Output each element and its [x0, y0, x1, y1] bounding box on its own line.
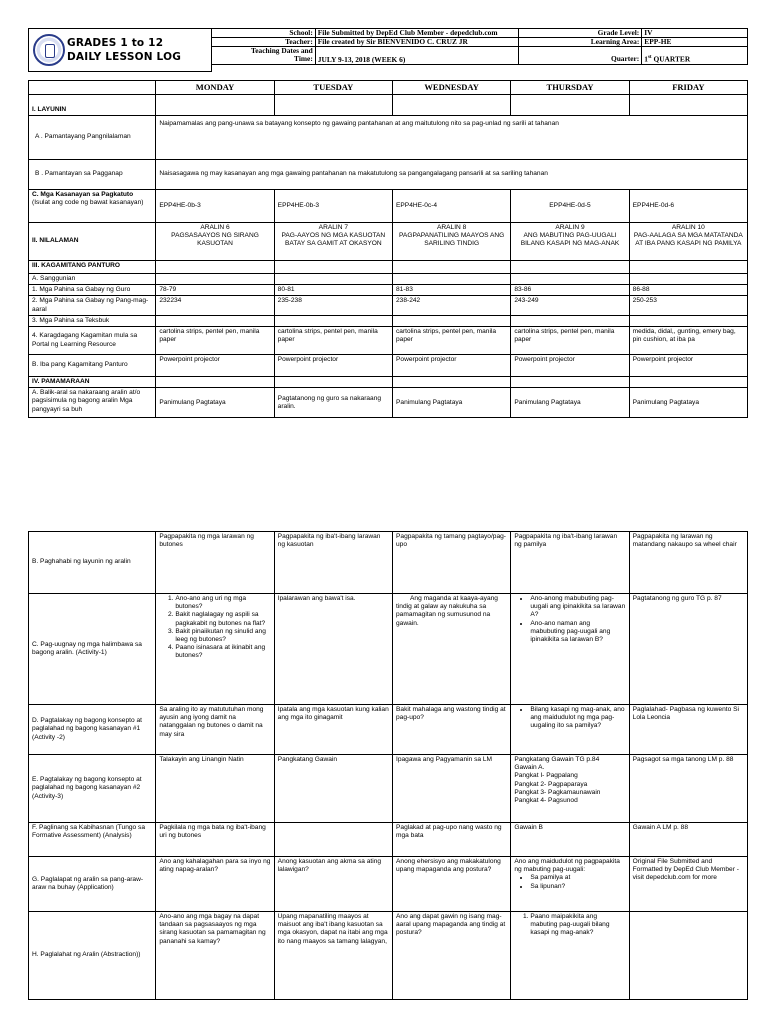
kagamitan-fri [629, 261, 747, 274]
b-thu: Pagpapakita ng iba't-ibang larawan ng pamilya [511, 532, 629, 594]
balik-wed: Panimulang Pagtataya [393, 388, 511, 418]
nilalaman-label: II. NILALAMAN [29, 223, 156, 261]
c-fri: Pagtatanong ng guro TG p. 87 [629, 594, 747, 705]
kagamitan-thu [511, 261, 629, 274]
c-label: C. Pag-uugnay ng mga halimbawa sa bagong aralin. (Activity-1) [29, 594, 156, 705]
aralin-title: ANG MABUTING PAG-UUGALI BILANG KASAPI NG MAG-ANAK [520, 232, 620, 248]
g-thu [511, 857, 629, 912]
c-thu [511, 594, 629, 705]
f-thu: Gawain B [511, 823, 629, 857]
sanggunian-wed [393, 274, 511, 285]
list-item: • Sa lipunan? [530, 883, 625, 891]
karagdagang-label: 4. Karagdagang Kagamitan mula sa Portal ng Learning Resource [29, 327, 156, 355]
pang-aaral-fri: 250-253 [629, 296, 747, 315]
sanggunian-label: A. Sanggunian [29, 274, 156, 285]
info-table [211, 28, 748, 65]
list-item: • Bilang kasapi ng mag-anak, ano ang maidudulot ng mga pag-uugaling ito sa pamilya? [530, 706, 625, 731]
day-monday: MONDAY [156, 81, 274, 95]
list-item: • Ano-ano naman ang mabubuting pag-uugali ang ipinakikita sa larawan B? [530, 620, 625, 645]
gabay-guro-mon: 78-79 [156, 285, 274, 296]
h-wed: Ano ang dapat gawin ng isang mag-aaral upang mapaganda ang tindig at postura? [393, 912, 511, 1000]
day-wednesday: WEDNESDAY [393, 81, 511, 95]
kasanayan-sub: (Isulat ang code ng bawat kasanayan) [32, 199, 144, 207]
code-wed: EPP4HE-0c-4 [393, 190, 511, 223]
aralin-title: PAGSASAAYOS NG SIRANG KASUOTAN [171, 232, 259, 248]
f-tue [274, 823, 392, 857]
school-label: School: [212, 29, 316, 38]
grade-label: Grade Level: [518, 29, 642, 38]
day-tuesday: TUESDAY [274, 81, 392, 95]
e-thu-line: Pangkat 2- Pagpaparaya [514, 780, 588, 788]
h-tue: Upang mapanatiling maayos at maisuot ang iba't ibang kasuotan sa mga okasyon, dapat na itabi ang mga ito nang maayos sa tamang lalagyan, [274, 912, 392, 1000]
pang-aaral-thu: 243-249 [511, 296, 629, 315]
list-item: 3. Bakit pinaiikutan ng sinulid ang leeg ng butones? [175, 628, 270, 644]
e-thu [511, 755, 629, 823]
h-fri [629, 912, 747, 1000]
list-item: • Sa pamilya at [530, 874, 625, 882]
layunin-fri [629, 95, 747, 116]
lesson-table-bottom [28, 531, 748, 1000]
balik-tue: Pagtatanong ng guro sa nakaraang aralin. [274, 388, 392, 418]
f-mon: Pagkilala ng mga bata ng iba't-ibang uri ng butones [156, 823, 274, 857]
aralin-fri [629, 223, 747, 261]
pamamaraan-thu [511, 377, 629, 388]
area-value: EPP-HE [642, 38, 748, 47]
pamamaraan-wed [393, 377, 511, 388]
e-thu-line: Pangkat I- Pagpalang [514, 772, 578, 780]
quarter-number: 1 [644, 54, 648, 64]
lesson-table-top [28, 80, 748, 418]
aralin-title: PAG-AAYOS NG MGA KASUOTAN BATAY SA GAMIT AT OKASYON [281, 232, 386, 248]
e-fri: Pagsagot sa mga tanong LM p. 88 [629, 755, 747, 823]
b-tue: Pagpapakita ng iba't-ibang larawan ng kasuotan [274, 532, 392, 594]
c-thu-list [514, 595, 625, 644]
aralin-thu [511, 223, 629, 261]
pang-aaral-mon: 232234 [156, 296, 274, 315]
grade-value: IV [642, 29, 748, 38]
pagganap-label: B . Pamantayan sa Pagganap [29, 160, 156, 190]
karagdagang-mon: cartolina strips, pentel pen, manila paper [156, 327, 274, 355]
dates-label-line1: Teaching Dates and [251, 46, 313, 56]
aralin-title: PAG-AALAGA SA MGA MATATANDA AT IBA PANG KASAPI NG PAMILYA [633, 232, 743, 248]
sanggunian-thu [511, 274, 629, 285]
teacher-label: Teacher: [212, 38, 316, 47]
kagamitan-wed [393, 261, 511, 274]
e-thu-line: Pangkat 3- Pagkamaunawain [514, 788, 601, 796]
g-wed: Anong ehersisyo ang makakatulong upang mapaganda ang postura? [393, 857, 511, 912]
list-item: • Ano-anong mabubuting pag-uugali ang ipinakikita sa larawan A? [530, 595, 625, 620]
teksbuk-fri [629, 315, 747, 326]
kagamitan-tue [274, 261, 392, 274]
aralin-wed [393, 223, 511, 261]
title-block [28, 28, 212, 72]
code-fri: EPP4HE-0d-6 [629, 190, 747, 223]
karagdagang-fri: medida, didal,, gunting, emery bag, pin cushion, at iba pa [629, 327, 747, 355]
pamamaraan-label: IV. PAMAMARAAN [29, 377, 156, 388]
c-mon [156, 594, 274, 705]
karagdagang-wed: cartolina strips, pentel pen, manila paper [393, 327, 511, 355]
gabay-guro-label: 1. Mga Pahina sa Gabay ng Guro [29, 285, 156, 296]
iba-wed: Powerpoint projector [393, 355, 511, 377]
b-mon: Pagpapakita ng mga larawan ng butones [156, 532, 274, 594]
layunin-wed [393, 95, 511, 116]
quarter-ordinal: st [647, 55, 652, 61]
layunin-tue [274, 95, 392, 116]
school-value: File Submitted by DepEd Club Member - depedclub.com [315, 29, 518, 38]
gabay-guro-thu: 83-86 [511, 285, 629, 296]
pamamaraan-mon [156, 377, 274, 388]
h-thu-list [514, 913, 625, 938]
teksbuk-mon [156, 315, 274, 326]
g-fri: Original File Submitted and Formatted by DepEd Club Member - visit depedclub.com for more [629, 857, 747, 912]
kasanayan-label [29, 190, 156, 223]
b-label: B. Paghahabi ng layunin ng aralin [29, 532, 156, 594]
h-mon: Ano-ano ang mga bagay na dapat tandaan sa pagsasaayos ng mga sirang kasuotan sa pamamagitan ng pananahi sa kamay? [156, 912, 274, 1000]
list-item: 1. Ano-ano ang uri ng mga butones? [175, 595, 270, 611]
e-wed: Ipagawa ang Pagyamanin sa LM [393, 755, 511, 823]
e-thu-line: Pangkat 4- Pagsunod [514, 797, 578, 805]
f-label: F. Paglinang sa Kabihasnan (Tungo sa Formative Assessment) (Analysis) [29, 823, 156, 857]
list-item: 1. Paano maipakikita ang mabuting pag-uugali bilang kasapi ng mag-anak? [530, 913, 625, 938]
list-item: 4. Paano isinasara at ikinabit ang butones? [175, 644, 270, 660]
pamamaraan-tue [274, 377, 392, 388]
area-label: Learning Area: [518, 38, 642, 47]
balik-label: A. Balik-aral sa nakaraang aralin at/o pagsisimula ng bagong aralin Mga pangyayri sa buh [29, 388, 156, 418]
e-label: E. Pagtalakay ng bagong konsepto at paglalahad ng bagong kasanayan #2 (Activity-3) [29, 755, 156, 823]
dates-cell [315, 47, 518, 65]
e-thu-line: Pangkatang Gawain TG p.84 [514, 756, 600, 763]
d-thu [511, 705, 629, 755]
sanggunian-fri [629, 274, 747, 285]
teksbuk-label: 3. Mga Pahina sa Teksbuk [29, 315, 156, 326]
aralin-tue [274, 223, 392, 261]
g-thu-list [514, 874, 625, 890]
list-item: 2. Bakit naglalagay ng aspili sa pagkakabit ng butones na flat? [175, 611, 270, 627]
kagamitan-mon [156, 261, 274, 274]
d-thu-list [514, 706, 625, 731]
pamantayang-label: A . Pamantayang Pangnilalaman [29, 116, 156, 160]
b-fri: Pagpapakita ng larawan ng matandang nakaupo sa wheel chair [629, 532, 747, 594]
layunin-thu [511, 95, 629, 116]
day-friday: FRIDAY [629, 81, 747, 95]
aralin-num: ARALIN 8 [437, 224, 467, 231]
dates-value: JULY 9-13, 2018 (WEEK 6) [317, 54, 406, 64]
aralin-mon [156, 223, 274, 261]
sanggunian-tue [274, 274, 392, 285]
teacher-value: File created by Sir BIENVENIDO C. CRUZ JR [315, 38, 518, 47]
c-wed: Ang maganda at kaaya-ayang tindig at galaw ay nakukuha sa pamamagitan ng sumusunod na gawain. [393, 594, 511, 705]
karagdagang-thu: cartolina strips, pentel pen, manila paper [511, 327, 629, 355]
aralin-num: ARALIN 7 [318, 224, 348, 231]
aralin-num: ARALIN 6 [200, 224, 230, 231]
sanggunian-mon [156, 274, 274, 285]
title-grades: GRADES 1 to 12 [67, 37, 164, 49]
d-label: D. Pagtalakay ng bagong konsepto at paglalahad ng bagong kasanayan #1 (Activity -2) [29, 705, 156, 755]
pang-aaral-wed: 238-242 [393, 296, 511, 315]
code-mon: EPP4HE-0b-3 [156, 190, 274, 223]
day-thursday: THURSDAY [511, 81, 629, 95]
iba-mon: Powerpoint projector [156, 355, 274, 377]
quarter-label: Quarter: [518, 55, 642, 64]
aralin-num: ARALIN 10 [671, 224, 705, 231]
e-mon: Talakayin ang Linangin Natin [156, 755, 274, 823]
g-tue: Anong kasuotan ang akma sa ating lalawigan? [274, 857, 392, 912]
dates-label-line2: Time: [212, 55, 316, 64]
d-wed: Bakit mahalaga ang wastong tindig at pag-upo? [393, 705, 511, 755]
f-wed: Paglakad at pag-upo nang wasto ng mga bata [393, 823, 511, 857]
e-tue: Pangkatang Gawain [274, 755, 392, 823]
pang-aaral-label: 2. Mga Pahina sa Gabay ng Pang-mag-aaral [29, 296, 156, 315]
f-fri: Gawain A LM p. 88 [629, 823, 747, 857]
code-thu: EPP4HE-0d-5 [511, 190, 629, 223]
iba-fri: Powerpoint projector [629, 355, 747, 377]
teksbuk-tue [274, 315, 392, 326]
layunin-label: I. LAYUNIN [29, 95, 156, 116]
pamamaraan-fri [629, 377, 747, 388]
b-wed: Pagpapakita ng tamang pagtayo/pag-upo [393, 532, 511, 594]
title-daily-lesson-log: DAILY LESSON LOG [67, 51, 182, 63]
iba-thu: Powerpoint projector [511, 355, 629, 377]
g-thu-intro: Ano ang maidudulot ng pagpapakita ng mabuting pag-uugali: [514, 858, 620, 874]
pamantayang-value: Naipamamalas ang pang-unawa sa batayang konsepto ng gawaing pantahanan at ang maitutulong nito sa pag-unlad ng sarili at tahanan [156, 116, 748, 160]
quarter-text: QUARTER [651, 54, 691, 64]
h-label: H. Paglalahat ng Aralin (Abstraction)) [29, 912, 156, 1000]
c-tue: Ipalarawan ang bawa't isa. [274, 594, 392, 705]
lesson-log-header [28, 28, 748, 72]
gabay-guro-fri: 86-88 [629, 285, 747, 296]
corner-cell [29, 81, 156, 95]
aralin-title: PAGPAPANATILING MAAYOS ANG SARILING TINDIG [399, 232, 505, 248]
d-tue: Ipatala ang mga kasuotan kung kalian ang mga ito ginagamit [274, 705, 392, 755]
teksbuk-thu [511, 315, 629, 326]
g-mon: Ano ang kahalagahan para sa inyo ng ating napag-aralan? [156, 857, 274, 912]
deped-seal-icon [33, 34, 65, 66]
h-thu [511, 912, 629, 1000]
iba-tue: Powerpoint projector [274, 355, 392, 377]
aralin-num: ARALIN 9 [555, 224, 585, 231]
d-fri: Paglalahad- Pagbasa ng kuwento Si Lola Leoncia [629, 705, 747, 755]
d-mon: Sa araling ito ay matututuhan mong ayusin ang iyong damit na natanggalan ng butones o damit na may sira [156, 705, 274, 755]
pagganap-value: Naisasagawa ng may kasanayan ang mga gawaing pantahanan na makatutulong sa pangangalagang pansarili at sa sariling tahanan [156, 160, 748, 190]
balik-mon: Panimulang Pagtataya [156, 388, 274, 418]
c-mon-list [159, 595, 270, 661]
kasanayan-title: C. Mga Kasanayan sa Pagkatuto [32, 191, 134, 198]
teksbuk-wed [393, 315, 511, 326]
gabay-guro-wed: 81-83 [393, 285, 511, 296]
balik-fri: Panimulang Pagtataya [629, 388, 747, 418]
karagdagang-tue: cartolina strips, pentel pen, manila paper [274, 327, 392, 355]
e-thu-line: Gawain A. [514, 764, 545, 772]
balik-thu: Panimulang Pagtataya [511, 388, 629, 418]
layunin-mon [156, 95, 274, 116]
kagamitan-label: III. KAGAMITANG PANTURO [29, 261, 156, 274]
quarter-cell [642, 47, 748, 65]
code-tue: EPP4HE-0b-3 [274, 190, 392, 223]
gabay-guro-tue: 80-81 [274, 285, 392, 296]
pang-aaral-tue: 235-238 [274, 296, 392, 315]
g-label: G. Paglalapat ng aralin sa pang-araw-araw na buhay (Application) [29, 857, 156, 912]
iba-label: B. Iba pang Kagamitang Panturo [29, 355, 156, 377]
